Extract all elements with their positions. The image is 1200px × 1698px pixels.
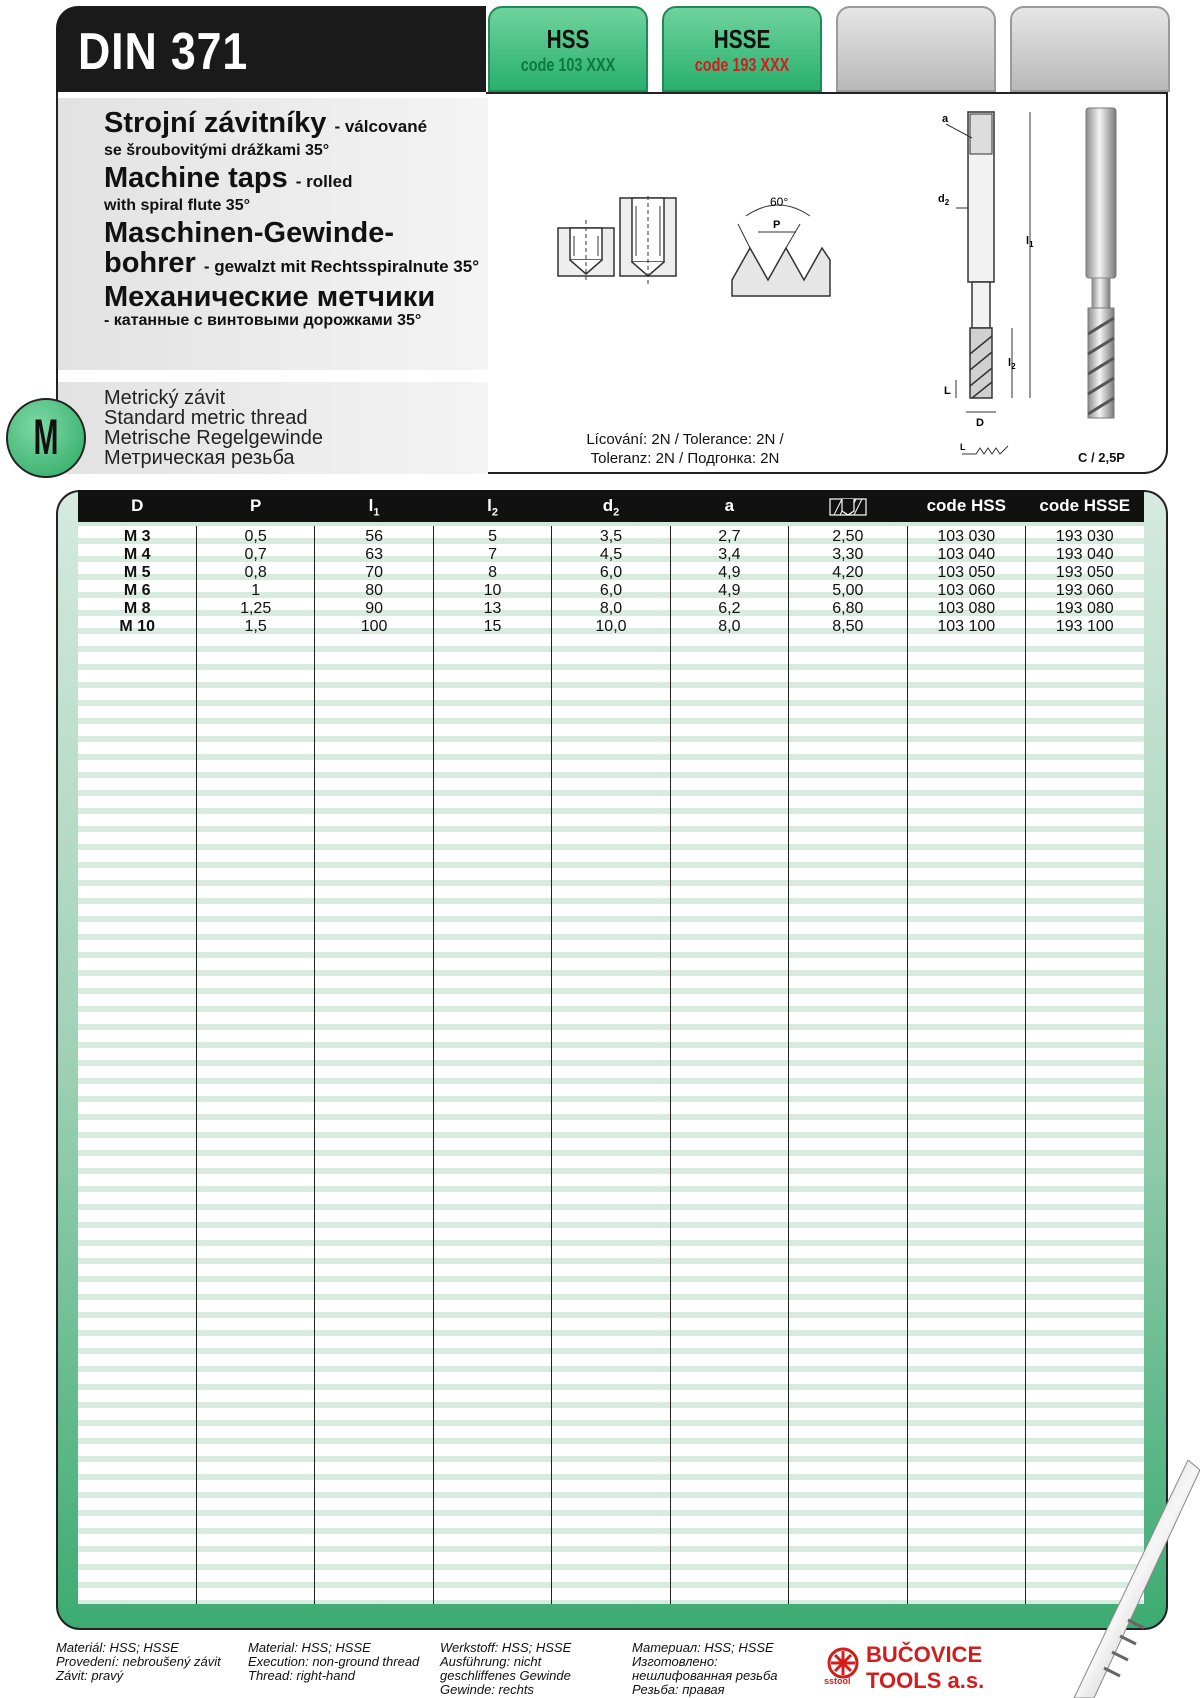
col-header-d2: $d_2$: [602, 496, 620, 519]
tolerance-line: Toleranz: 2N / Подгонка: 2N: [590, 450, 780, 467]
thread-profile-diagram: [728, 190, 834, 298]
table-rows: [78, 528, 1144, 636]
standard-title: DIN 371: [78, 23, 249, 81]
tap-drawing: [916, 104, 1056, 468]
chamfer-L-label: L: [960, 442, 966, 452]
thread-type-letter: M: [33, 409, 59, 465]
company-name: BUČOVICE TOOLS a.s.: [866, 1642, 985, 1693]
col-header-drill-icon: [789, 490, 907, 522]
company-mark-text: sstool: [824, 1676, 851, 1686]
thread-type-ru: Метрическая резьба: [104, 447, 295, 469]
title-cz-main: Strojní závitníky: [104, 107, 327, 139]
footer-en: Material: HSS; HSSE Execution: non-ground thread Thread: right-hand: [248, 1640, 420, 1683]
dim-l1-label: $l_1$: [1026, 235, 1034, 249]
col-header-a: a: [724, 496, 735, 515]
col-header-p: P: [249, 496, 262, 515]
title-de-main: Maschinen-Gewinde-: [104, 217, 395, 249]
chamfer-label: C / 2,5P: [1078, 450, 1125, 465]
title-cz-suffix: - válcované: [334, 117, 428, 136]
tolerance-note: [560, 430, 810, 468]
title-cz-subline: se šroubovitými drážkami 35°: [104, 142, 330, 159]
material-tab-hsse: [662, 6, 822, 92]
col-header-code-hsse: code HSSE: [1039, 496, 1131, 515]
title-block: [104, 108, 479, 330]
title-ru-subline: - катанные с винтовыми дорожками 35°: [104, 312, 422, 329]
decorative-tap-icon: [1074, 1460, 1200, 1698]
table-row: M 8 1,25 90 13 8,0 6,2 6,80 103 080 193 080: [123, 600, 1114, 617]
title-en-subline: with spiral flute 35°: [104, 197, 250, 214]
drill-hole-icon: [828, 496, 868, 518]
material-name: HSSE: [713, 24, 771, 54]
material-tab-empty: [836, 6, 996, 92]
footer-de: Werkstoff: HSS; HSSE Ausführung: nicht geschliffenes Gewinde Gewinde: rechts: [440, 1640, 572, 1697]
blind-hole-icon: [558, 220, 614, 282]
deep-hole-icon: [620, 196, 676, 284]
table-row: M 10 1,5 100 15 10,0 8,0 8,50 103 100 193 100: [119, 618, 1114, 635]
title-de-line2: [104, 248, 479, 282]
table-row: M 5 0,8 70 8 6,0 4,9 4,20 103 050 193 050: [123, 564, 1114, 581]
angle-label: 60°: [770, 195, 789, 209]
title-de-suffix: - gewalzt mit Rechtsspiralnute 35°: [203, 257, 479, 276]
hole-type-diagram: [556, 196, 678, 286]
material-code: code 193 XXX: [694, 55, 790, 75]
table-row: M 6 1 80 10 6,0 4,9 5,00 103 060 193 060: [123, 582, 1114, 599]
material-tab-empty: [1010, 6, 1170, 92]
title-de-main2: bohrer: [104, 247, 196, 279]
table-row: M 3 0,5 56 5 3,5 2,7 2,50 103 030 193 030: [123, 528, 1114, 545]
tap-photo: [1080, 104, 1140, 424]
material-tab-hss: [488, 6, 648, 92]
title-cz: [104, 108, 479, 142]
title-en-suffix: - rolled: [295, 172, 353, 191]
decorative-tap-image: [1068, 1460, 1200, 1698]
title-en-main: Machine taps: [104, 162, 288, 194]
material-name: HSS: [546, 24, 590, 54]
company-logo-icon: [826, 1646, 860, 1680]
dim-a-label: a: [942, 113, 949, 125]
chamfer-icon: [962, 446, 1008, 454]
dim-d2-label: $d_2$: [938, 193, 950, 207]
thread-type-en: Standard metric thread: [104, 407, 308, 429]
table-row: M 4 0,7 63 7 4,5 3,4 3,30 103 040 193 040: [123, 546, 1114, 563]
thread-profile-icon: [732, 248, 830, 296]
dim-D-label: D: [976, 417, 984, 429]
footer-ru: Материал: HSS; HSSE Изготовлено: нешлифованная резьба Резьба: правая: [632, 1640, 778, 1697]
tolerance-line: Lícování: 2N / Tolerance: 2N /: [586, 431, 784, 448]
col-header-l2: $l_2$: [487, 496, 498, 519]
thread-type-list: [104, 388, 323, 468]
material-code: code 103 XXX: [520, 55, 616, 75]
column-dividers: [78, 526, 1144, 1604]
col-header-d: D: [131, 496, 144, 515]
col-header-l1: $l_1$: [368, 496, 380, 519]
col-header-code-hss: code HSS: [926, 496, 1006, 515]
dim-L-label: L: [944, 385, 951, 397]
header-divider: [486, 92, 1168, 94]
footer-cz: Materiál: HSS; HSSE Provedení: nebroušený závit Závit: pravý: [56, 1640, 221, 1683]
dim-l2-label: $l_2$: [1008, 357, 1016, 371]
tap-photo-shank-icon: [1086, 108, 1116, 278]
title-en: [104, 163, 479, 197]
table-header: [78, 490, 1144, 522]
pitch-label: P: [773, 219, 781, 231]
thread-type-cz: Metrický závit: [104, 387, 226, 409]
tap-neck-icon: [972, 282, 990, 328]
thread-type-de: Metrische Regelgewinde: [104, 427, 324, 449]
title-ru-main: Механические метчики: [104, 281, 436, 313]
